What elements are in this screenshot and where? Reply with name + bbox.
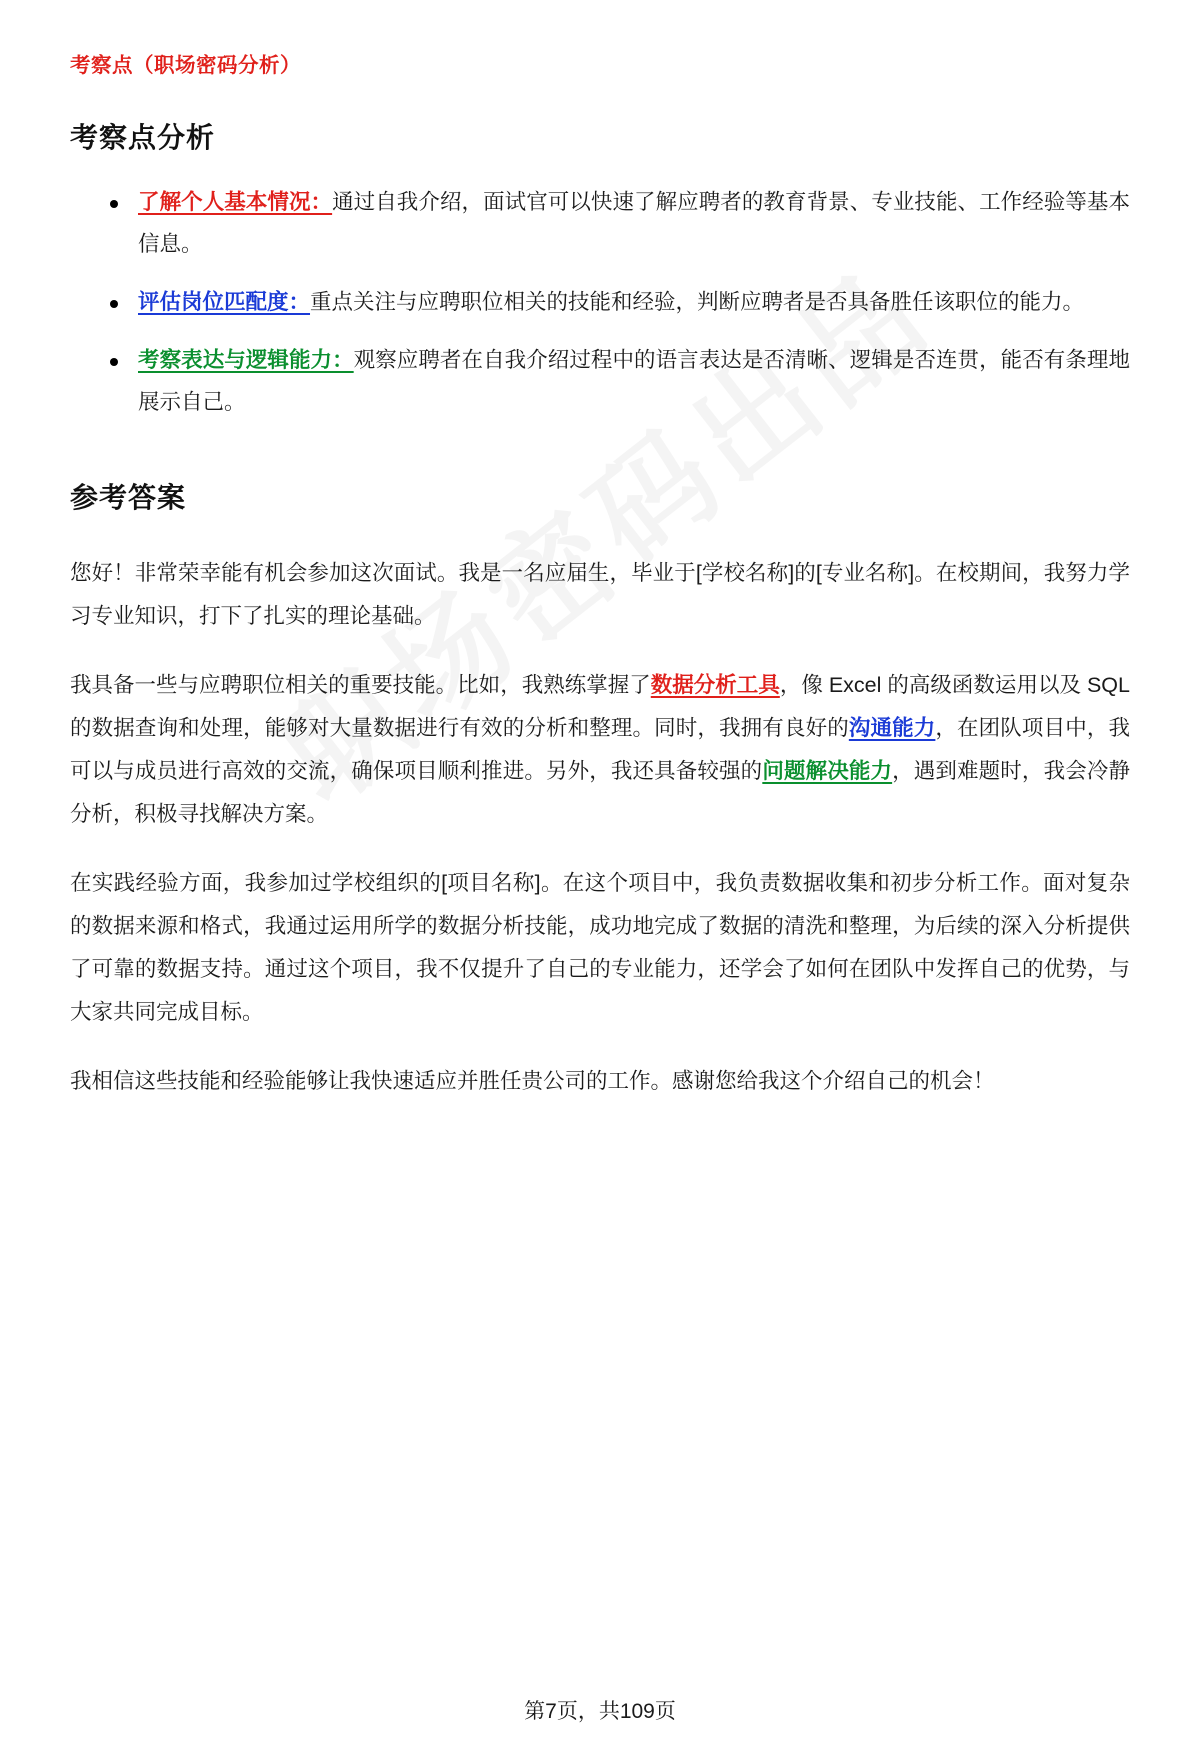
point-keyword: 考察表达与逻辑能力： bbox=[138, 347, 354, 372]
page-footer bbox=[0, 1695, 1200, 1725]
highlight-data-analysis-tools: 数据分析工具 bbox=[650, 672, 780, 697]
paragraph-segment: ，遇到难题时，我会冷静分析，积极寻找解决方案。 bbox=[70, 758, 1130, 826]
analysis-section-title: 考察点分析 bbox=[70, 122, 216, 153]
analysis-points-list bbox=[70, 182, 1130, 424]
point-keyword: 评估岗位匹配度： bbox=[138, 289, 311, 314]
answer-paragraph-3: 在实践经验方面，我参加过学校组织的[项目名称]。在这个项目中，我负责数据收集和初步分析工作。面对复杂的数据来源和格式，我通过运用所学的数据分析技能，成功地完成了数据的清洗和整理，为后续的深入分析提供了可靠的数据支持。通过这个项目，我不仅提升了自己的专业能力，还学会了如何在团队中发挥自己的优势，与大家共同完成目标。 bbox=[70, 870, 1130, 1024]
list-item bbox=[100, 282, 1130, 324]
highlight-problem-solving-skill: 问题解决能力 bbox=[762, 758, 893, 783]
paragraph-segment: ，在团队项目中，我可以与成员进行高效的交流，确保项目顺利推进。另外，我还具备较强的 bbox=[70, 715, 1130, 783]
point-text: 通过自我介绍，面试官可以快速了解应聘者的教育背景、专业技能、工作经验等基本信息。 bbox=[138, 190, 1130, 256]
document-content bbox=[70, 48, 1130, 1103]
point-keyword: 了解个人基本情况： bbox=[138, 190, 333, 214]
paragraph-segment: ，像 Excel 的高级函数运用以及 SQL 的数据查询和处理，能够对大量数据进行有效的分析和整理。同时，我拥有良好的 bbox=[70, 672, 1130, 740]
point-text: 观察应聘者在自我介绍过程中的语言表达是否清晰、逻辑是否连贯，能否有条理地展示自己。 bbox=[138, 347, 1130, 414]
document-header-label: 考察点（职场密码分析） bbox=[70, 54, 301, 77]
answer-paragraph-4: 我相信这些技能和经验能够让我快速适应并胜任贵公司的工作。感谢您给我这个介绍自己的机会！ bbox=[70, 1068, 995, 1093]
list-item bbox=[100, 340, 1130, 424]
page-indicator: 第7页，共109页 bbox=[524, 1700, 676, 1723]
point-text: 重点关注与应聘职位相关的技能和经验，判断应聘者是否具备胜任该职位的能力。 bbox=[310, 289, 1085, 314]
answer-paragraph-2 bbox=[70, 664, 1130, 836]
answer-paragraph-1: 您好！非常荣幸能有机会参加这次面试。我是一名应届生，毕业于[学校名称]的[专业名称]。在校期间，我努力学习专业知识，打下了扎实的理论基础。 bbox=[70, 560, 1130, 628]
answer-section-title: 参考答案 bbox=[70, 481, 187, 513]
highlight-communication-skill: 沟通能力 bbox=[848, 715, 936, 740]
paragraph-segment: 我具备一些与应聘职位相关的重要技能。比如，我熟练掌握了 bbox=[70, 672, 651, 697]
list-item bbox=[100, 182, 1130, 266]
